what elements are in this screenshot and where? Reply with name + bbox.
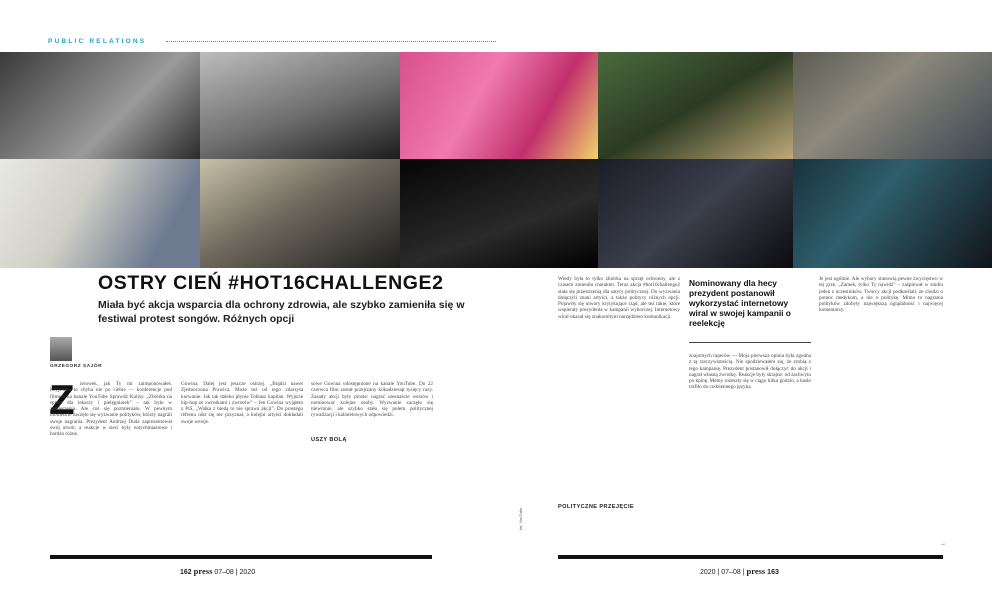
footer-rule-left xyxy=(50,555,432,559)
issue-date-right: 2020 | 07–08 | xyxy=(700,569,745,576)
footer-rule-right xyxy=(558,555,943,559)
article-lead: Miała być akcja wsparcia dla ochrony zdrowia, ale szybko zamieniła się w festiwal protest songów. Różnych opcji xyxy=(98,299,465,325)
photo-saxophone xyxy=(598,159,793,268)
pull-quote: Nominowany dla hecy prezydent postanowił wykorzystać internetowy wiral w swojej kampanii o reelekcję xyxy=(689,278,791,328)
body-column-3: sowe Gowina udostępnione na kanale YouTube. Do 22 czerwca film został przejrzany kilkadziesiąt tysięcy razy. Zasady akcji były proste: nagrać szesnaście wersów i nominować kolejne osoby. Wyzwanie zaczęło się niewinnie, ale szybko stało się polem politycznej rywalizacji i kabaretowych odpowiedzi. xyxy=(311,381,433,419)
photo-man-office xyxy=(793,52,992,159)
body-column-6: Je jest ogólnie. Ale wybory stanowią pewne zwycięstwo w tej grze. „Zamek, tylko Ty nawidź” – zaśpiewał w studiu jeden z uczestników. Twórcy akcji podkreślali, że chodzi o pomoc medykom, a nie o politykę. Mimo to nagrania polityków zdobyły największą oglądalność i najwięcej komentarzy. xyxy=(819,276,943,314)
body-column-1: ierowek, jak Ty mi zaimponowałeś. Kryjówka to chyba nie po ciebie — konferencje pod filmem na kanale YouTube Sprawdź Kulisy. „Zbiórka na sprzęt dla lekarzy i pielęgniarek” – tak było w zamierzeniu. Ale coś się pozmieniało. W pewnym momencie zaczęło się wyzwanie polityków, którzy nagrali swoje nagrania. Prezydent Andrzej Duda zaprezentował swój utwór, a reakcje w sieci były natychmiastowe i bardzo różne. xyxy=(50,381,172,438)
photo-bearded-man xyxy=(793,159,992,268)
body-column-2: Gowina. Dalej jest jeszcze ostrzej. „Brądzi nawet Zjednoczona Prawica. Może też od tego zdarzyła kurwanie. Jak tak daleko płynie Tobiasz kapitan. Wyjście hip-hop ze zwrotkami i zwrotów” – Jen Gowina wyjąłem z PiS, „Walka z biedą to nie sprawa akcji”. Do prostego refrenu nikt się nie przyznał, a kolejni artyści dokładali swoje wersje. xyxy=(181,381,303,425)
continue-arrow-icon: → xyxy=(940,541,946,547)
body-column-5: znajomych raperów — Moja pierwsza opinia była zgodna z tą rzeczywistością. Nie spodziewałem się, że zrobią z tego kampanię. Prezydent postanowił dołączyć do akcji i nagrał własną zwrotkę. Reakcje były skrajne: od zachwytu po kpinę. Memy rozeszły się w ciągu kilku godzin, a hasło trafiło do codziennego języka. xyxy=(689,353,811,391)
photo-singer xyxy=(0,52,200,159)
folio-right xyxy=(700,566,779,576)
subhead-2: POLITYCZNE PRZEJĘCIE xyxy=(558,504,635,510)
photo-president xyxy=(0,159,200,268)
author-name: GRZEGORZ SAJÓR xyxy=(50,364,103,369)
author-avatar xyxy=(50,337,72,361)
photo-collage xyxy=(0,52,992,268)
photo-pink-wall xyxy=(400,52,598,159)
photo-woman-reading xyxy=(400,159,598,268)
subhead-1: USZY BOLĄ xyxy=(311,437,347,443)
page-number-right: 163 xyxy=(767,569,779,576)
body-column-4: Wtedy była to tylko zbiórka na sprzęt ochronny, ale z czasem zmieniła charakter. Teraz akcja #hot16challenge2 stała się przestrzenią dla satyry politycznej. Do wyzwania dołączyli znani artyści, a także politycy różnych opcji. Pojawiły się utwory krytykujące rząd, ale też takie, które wspierały prezydenta w kampanii wyborczej. Internetowy wiral okazał się znakomitym narzędziem komunikacji. xyxy=(558,276,680,320)
section-label: PUBLIC RELATIONS xyxy=(48,38,147,45)
magazine-name-right: press xyxy=(746,566,766,576)
page-number-left: 162 xyxy=(180,569,192,576)
article-headline: OSTRY CIEŃ #HOT16CHALLENGE2 xyxy=(98,272,444,294)
issue-date-left: 07–08 | 2020 xyxy=(214,569,256,576)
drop-cap: Z xyxy=(49,376,75,423)
photo-man-cap xyxy=(200,159,400,268)
magazine-name-left: press xyxy=(193,566,213,576)
photo-credit: fot. YouTube xyxy=(518,507,523,530)
photo-man-saw xyxy=(598,52,793,159)
photo-man-headphones xyxy=(200,52,400,159)
pull-quote-divider xyxy=(689,342,811,343)
folio-left xyxy=(180,566,255,576)
